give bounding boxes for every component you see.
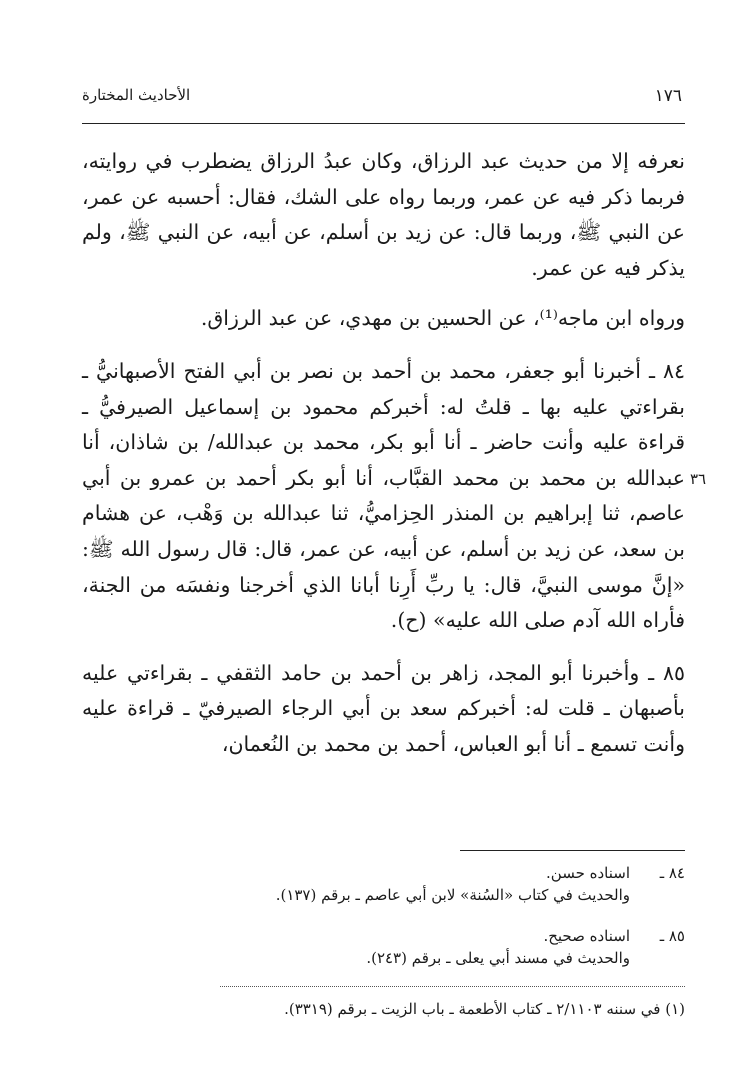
book-title: الأحاديث المختارة: [82, 86, 191, 104]
running-header: [82, 84, 682, 114]
main-text: [82, 144, 685, 763]
page-number: ١٧٦: [654, 86, 682, 106]
header-rule: [82, 123, 685, 124]
footnote-85: [170, 925, 685, 969]
footnote-rule: [460, 850, 685, 851]
paragraph-continuation: نعرفه إلا من حديث عبد الرزاق، وكان عبدُ الرزاق يضطرب في روايته، فربما ذكر فيه عن عمر، وربما رواه على الشك، فقال: أحسبه عن عمر، عن النبي ﷺ، وربما قال: عن زيد بن أسلم، عن أبيه، عن النبي ﷺ، ولم يذكر فيه عن عمر.: [82, 149, 685, 280]
hadith-85: ٨٥ ـ وأخبرنا أبو المجد، زاهر بن أحمد بن حامد الثقفي ـ بقراءتي عليه بأصبهان ـ قلت له: أخبركم سعد بن أبي الرجاء الصيرفيّ ـ قراءة عليه وأنت تسمع ـ أنا أبو العباس، أحمد بن محمد بن النُعمان،: [82, 660, 685, 756]
paragraph-ibn-majah: ورواه ابن ماجه⁽¹⁾، عن الحسين بن مهدي، عن عبد الرزاق.: [200, 306, 685, 331]
footnote-dotted-rule: [220, 986, 685, 987]
footnote-number: ٨٥ ـ: [659, 927, 685, 945]
hadith-84: ٨٤ ـ أخبرنا أبو جعفر، محمد بن أحمد بن نصر بن أبي الفتح الأصبهانيُّ ـ بقراءتي عليه بها ـ قلتُ له: أخبركم محمود بن إسماعيل الصيرفيُّ ـ قراءة عليه وأنت حاضر ـ أنا أبو بكر، محمد بن عبدالله/ بن شاذان، أنا عبدالله بن محمد بن محمد القبَّاب، أنا أبو بكر أحمد بن عمرو بن أبي عاصم، ثنا إبراهيم بن المنذر الحِزاميُّ، ثنا عبدالله بن وَهْب، عن هشام بن سعد، عن زيد بن أسلم، عن أبيه، عن عمر، قال: قال رسول الله ﷺ: «إنَّ موسى النبيَّ، قال: يا ربِّ أَرِنا أبانا الذي أخرجنا ونفسَه من الجنة، فأراه الله آدم صلى الله عليه» (ح).: [82, 358, 685, 633]
footnote-line: اسناده حسن.: [546, 864, 630, 882]
footnote-number: ٨٤ ـ: [659, 864, 685, 882]
source-footnote: (١) في سننه ٢/١١٠٣ ـ كتاب الأطعمة ـ باب الزيت ـ برقم (٣٣١٩).: [284, 1000, 685, 1018]
footnote-line: اسناده صحيح.: [543, 927, 630, 945]
footnote-line: والحديث في كتاب «السُنة» لابن أبي عاصم ـ برقم (١٣٧).: [275, 886, 630, 904]
footnote-line: والحديث في مسند أبي يعلى ـ برقم (٢٤٣).: [366, 949, 630, 967]
manuscript-folio-marker: ٣٦: [690, 470, 707, 488]
footnote-84: [170, 862, 685, 906]
